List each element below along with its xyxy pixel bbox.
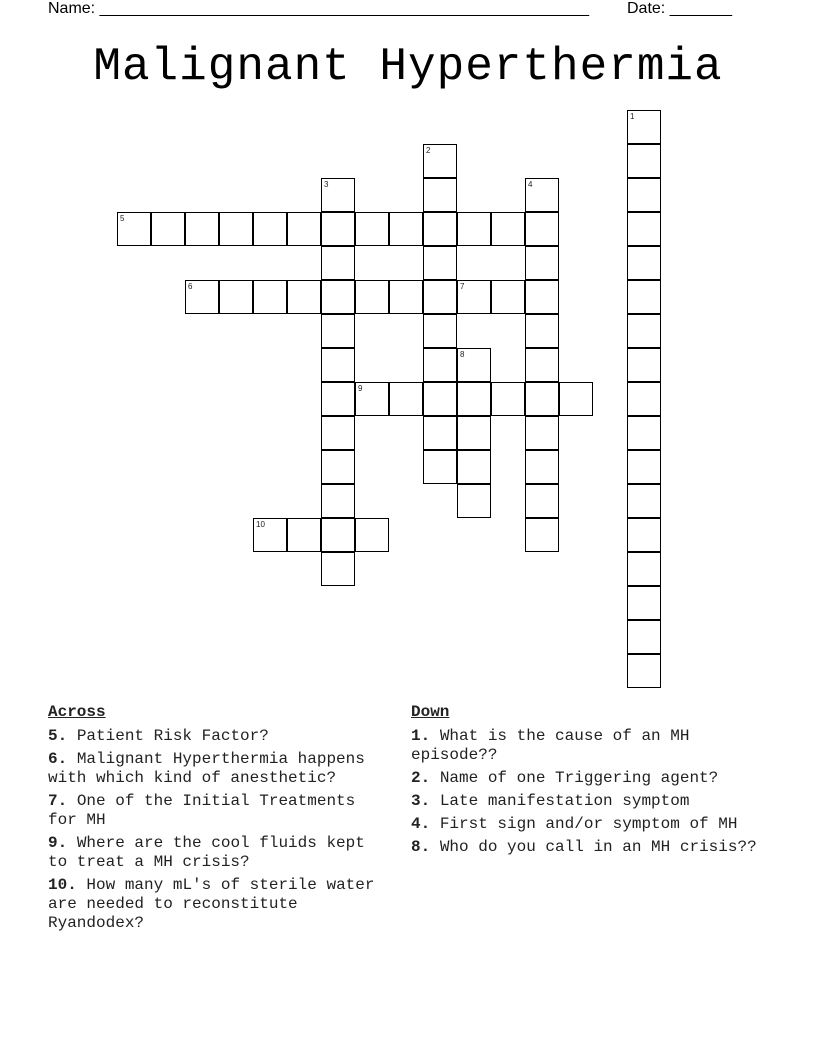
down-clue [411, 769, 771, 788]
crossword-cell[interactable] [321, 178, 355, 212]
crossword-cell[interactable] [627, 314, 661, 348]
crossword-cell[interactable] [627, 416, 661, 450]
crossword-cell[interactable] [423, 348, 457, 382]
down-clue [411, 727, 771, 765]
crossword-cell[interactable] [457, 416, 491, 450]
crossword-cell[interactable] [287, 518, 321, 552]
crossword-cell[interactable] [525, 246, 559, 280]
clue-number-label: 3 [324, 180, 329, 189]
across-clue [48, 792, 393, 830]
crossword-cell[interactable] [525, 416, 559, 450]
crossword-cell[interactable] [457, 484, 491, 518]
crossword-cell[interactable] [457, 382, 491, 416]
crossword-cell[interactable] [627, 518, 661, 552]
across-clue [48, 876, 393, 933]
down-heading: Down [411, 703, 450, 721]
crossword-cell[interactable] [321, 212, 355, 246]
crossword-cell[interactable] [525, 450, 559, 484]
crossword-cell[interactable] [253, 518, 287, 552]
crossword-cell[interactable] [389, 212, 423, 246]
clue-text: Where are the cool fluids kept to treat a MH crisis? [48, 834, 365, 871]
crossword-cell[interactable] [457, 280, 491, 314]
clue-number-label: 4 [528, 180, 533, 189]
crossword-cell[interactable] [525, 314, 559, 348]
clue-number: 10. [48, 876, 77, 894]
clue-number-label: 1 [630, 112, 635, 121]
crossword-cell[interactable] [627, 620, 661, 654]
down-clue [411, 792, 771, 811]
crossword-cell[interactable] [627, 348, 661, 382]
clue-text: What is the cause of an MH episode?? [411, 727, 690, 764]
clue-text: One of the Initial Treatments for MH [48, 792, 356, 829]
crossword-cell[interactable] [253, 212, 287, 246]
crossword-cell[interactable] [525, 280, 559, 314]
crossword-cell[interactable] [627, 654, 661, 688]
clue-text: Late manifestation symptom [439, 792, 690, 810]
crossword-cell[interactable] [117, 212, 151, 246]
crossword-cell[interactable] [457, 450, 491, 484]
clue-number: 6. [48, 750, 68, 768]
clue-number-label: 6 [188, 282, 193, 291]
crossword-cell[interactable] [627, 552, 661, 586]
clue-number-label: 9 [358, 384, 363, 393]
across-clue [48, 834, 393, 872]
across-clue [48, 727, 393, 746]
crossword-cell[interactable] [627, 280, 661, 314]
crossword-cell[interactable] [321, 518, 355, 552]
clue-number-label: 10 [256, 520, 265, 529]
crossword-cell[interactable] [457, 212, 491, 246]
across-heading: Across [48, 703, 106, 721]
clue-number: 4. [411, 815, 431, 833]
crossword-cell[interactable] [491, 382, 525, 416]
clue-text: Patient Risk Factor? [76, 727, 269, 745]
crossword-cell[interactable] [423, 212, 457, 246]
crossword-cell[interactable] [321, 416, 355, 450]
crossword-cell[interactable] [423, 416, 457, 450]
crossword-cell[interactable] [321, 484, 355, 518]
clue-number: 1. [411, 727, 431, 745]
crossword-cell[interactable] [491, 280, 525, 314]
clue-number: 8. [411, 838, 431, 856]
clue-number: 9. [48, 834, 68, 852]
crossword-cell[interactable] [321, 246, 355, 280]
clue-number: 5. [48, 727, 68, 745]
crossword-cell[interactable] [321, 280, 355, 314]
crossword-cell[interactable] [389, 280, 423, 314]
crossword-cell[interactable] [423, 450, 457, 484]
crossword-cell[interactable] [219, 212, 253, 246]
crossword-cell[interactable] [627, 110, 661, 144]
clue-number: 7. [48, 792, 68, 810]
crossword-cell[interactable] [321, 552, 355, 586]
crossword-cell[interactable] [185, 212, 219, 246]
clue-text: Name of one Triggering agent? [439, 769, 719, 787]
crossword-cell[interactable] [525, 178, 559, 212]
crossword-cell[interactable] [525, 484, 559, 518]
crossword-cell[interactable] [321, 348, 355, 382]
crossword-cell[interactable] [355, 280, 389, 314]
crossword-cell[interactable] [355, 382, 389, 416]
crossword-cell[interactable] [219, 280, 253, 314]
crossword-cell[interactable] [321, 314, 355, 348]
crossword-cell[interactable] [389, 382, 423, 416]
crossword-cell[interactable] [423, 246, 457, 280]
crossword-cell[interactable] [627, 178, 661, 212]
crossword-cell[interactable] [627, 212, 661, 246]
clue-number: 3. [411, 792, 431, 810]
crossword-cell[interactable] [355, 212, 389, 246]
clue-number-label: 7 [460, 282, 465, 291]
crossword-cell[interactable] [525, 518, 559, 552]
clue-number-label: 8 [460, 350, 465, 359]
clue-number-label: 5 [120, 214, 125, 223]
across-clues [48, 703, 393, 937]
crossword-cell[interactable] [627, 144, 661, 178]
crossword-cell[interactable] [491, 212, 525, 246]
across-clue [48, 750, 393, 788]
crossword-cell[interactable] [287, 280, 321, 314]
clue-text: Malignant Hyperthermia happens with which kind of anesthetic? [48, 750, 365, 787]
crossword-cell[interactable] [355, 518, 389, 552]
crossword-cell[interactable] [287, 212, 321, 246]
crossword-cell[interactable] [457, 348, 491, 382]
crossword-cell[interactable] [627, 586, 661, 620]
crossword-cell[interactable] [253, 280, 287, 314]
crossword-cell[interactable] [423, 280, 457, 314]
crossword-cell[interactable] [423, 382, 457, 416]
crossword-cell[interactable] [151, 212, 185, 246]
page-title: Malignant Hyperthermia [93, 41, 723, 93]
crossword-cell[interactable] [423, 314, 457, 348]
clue-text: How many mL's of sterile water are needed to reconstitute Ryandodex? [48, 876, 375, 932]
crossword-cell[interactable] [423, 178, 457, 212]
clue-text: Who do you call in an MH crisis?? [439, 838, 757, 856]
crossword-cell[interactable] [423, 144, 457, 178]
crossword-cell[interactable] [185, 280, 219, 314]
clue-number: 2. [411, 769, 431, 787]
crossword-cell[interactable] [627, 246, 661, 280]
down-clues [411, 703, 771, 861]
crossword-cell[interactable] [525, 348, 559, 382]
crossword-cell[interactable] [627, 382, 661, 416]
crossword-cell[interactable] [627, 450, 661, 484]
clue-number-label: 2 [426, 146, 431, 155]
crossword-cell[interactable] [321, 382, 355, 416]
crossword-cell[interactable] [525, 382, 559, 416]
crossword-cell[interactable] [559, 382, 593, 416]
clue-text: First sign and/or symptom of MH [439, 815, 738, 833]
crossword-cell[interactable] [525, 212, 559, 246]
crossword-cell[interactable] [627, 484, 661, 518]
name-field-label[interactable]: Name: _______________________________________________________ [48, 0, 589, 17]
crossword-cell[interactable] [321, 450, 355, 484]
down-clue [411, 838, 771, 857]
date-field-label[interactable]: Date: _______ [627, 0, 732, 17]
down-clue [411, 815, 771, 834]
